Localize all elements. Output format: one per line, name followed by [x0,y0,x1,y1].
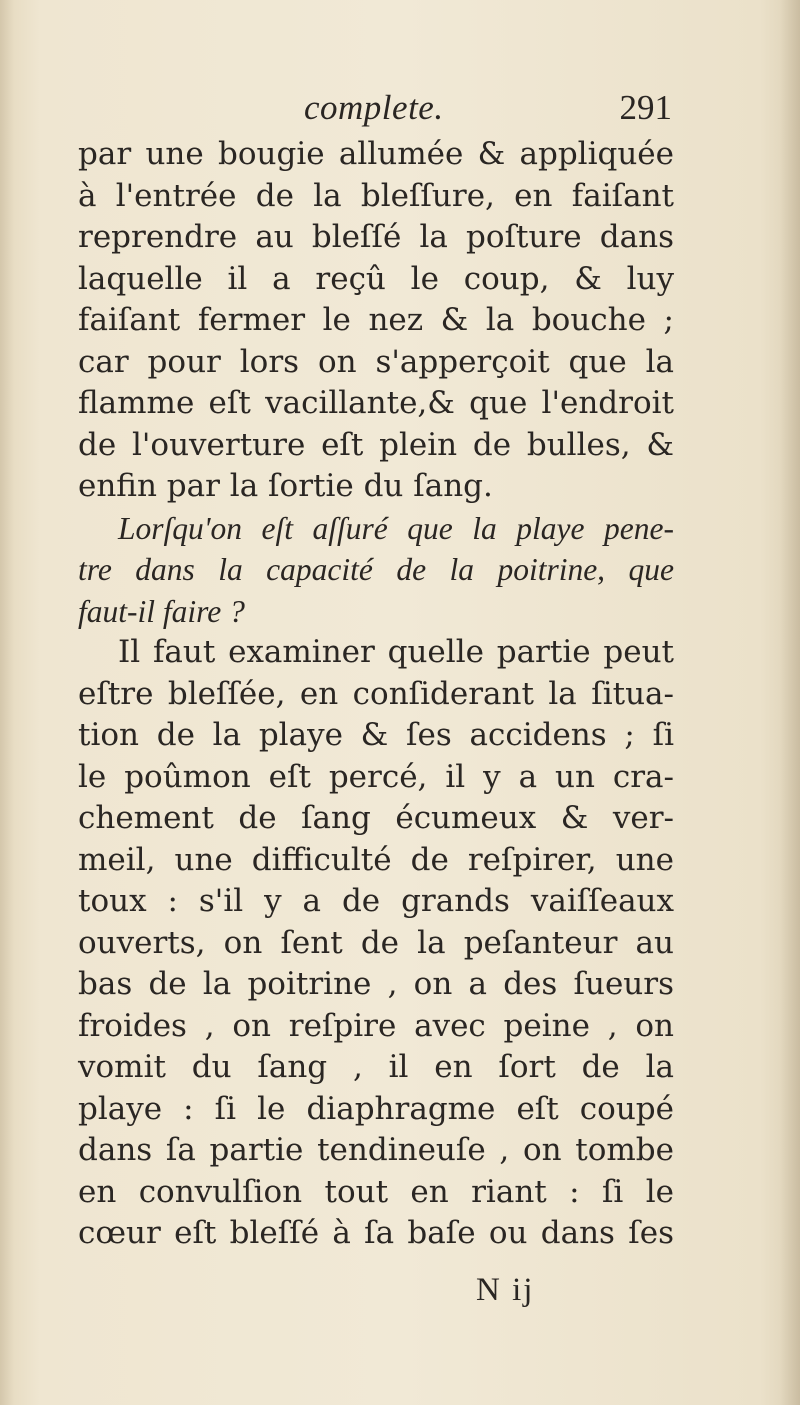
page-number: 291 [619,88,672,127]
text-line: meil, une difficulté de reſpirer, une [78,841,674,878]
text-line: eſtre bleſſée, en conſiderant la ſitua- [78,675,674,712]
body-text [78,134,674,1255]
page-edge-shadow [780,0,800,1405]
text-line: toux : s'il y a de grands vaiſſeaux [78,883,674,919]
text-line: reprendre au bleſſé la poſture dans [78,219,674,255]
page-header [78,88,674,132]
text-line: tion de la playe & ſes accidens ; ſi [78,717,674,753]
text-line: playe : ſi le diaphragme eſt coupé [78,1090,674,1127]
text-line: vomit du ſang , il en ſort de la [78,1049,674,1085]
text-line: car pour lors on s'apperçoit que la [78,343,674,380]
question-line: faut-il faire ? [78,593,245,629]
question-line: Lorſqu'on eſt aſſuré que la playe pene- [118,510,674,546]
text-line: par une bougie allumée & appliquée [78,136,674,172]
text-line: le poûmon eſt percé, il y a un cra- [78,758,674,795]
text-line: cœur eſt bleſſé à ſa baſe ou dans ſes [78,1215,674,1251]
running-head: complete. [304,88,444,127]
text-line: faiſant fermer le nez & la bouche ; [78,302,674,338]
text-line: dans ſa partie tendineuſe , on tombe [78,1132,674,1168]
question-line: tre dans la capacité de la poitrine, que [78,552,674,587]
text-line: ouverts, on ſent de la peſanteur au [78,924,674,961]
text-line: de l'ouverture eſt plein de bulles, & [78,426,674,463]
text-line: chement de ſang écumeux & ver- [78,800,674,836]
text-line: Il faut examiner quelle partie peut [118,634,674,670]
text-line: flamme eſt vacillante,& que l'endroit [78,385,674,421]
signature-mark: N ij [476,1272,535,1308]
text-line: laquelle il a reçû le coup, & luy [78,260,674,297]
text-line: en convulſion tout en riant : ſi le [78,1173,674,1210]
text-line: à l'entrée de la bleſſure, en faiſant [78,177,674,214]
text-line: bas de la poitrine , on a des ſueurs [78,966,674,1002]
text-line: enfin par la ſortie du ſang. [78,468,493,504]
page-gutter-shadow [0,0,14,1405]
text-line: froides , on reſpire avec peine , on [78,1007,674,1044]
